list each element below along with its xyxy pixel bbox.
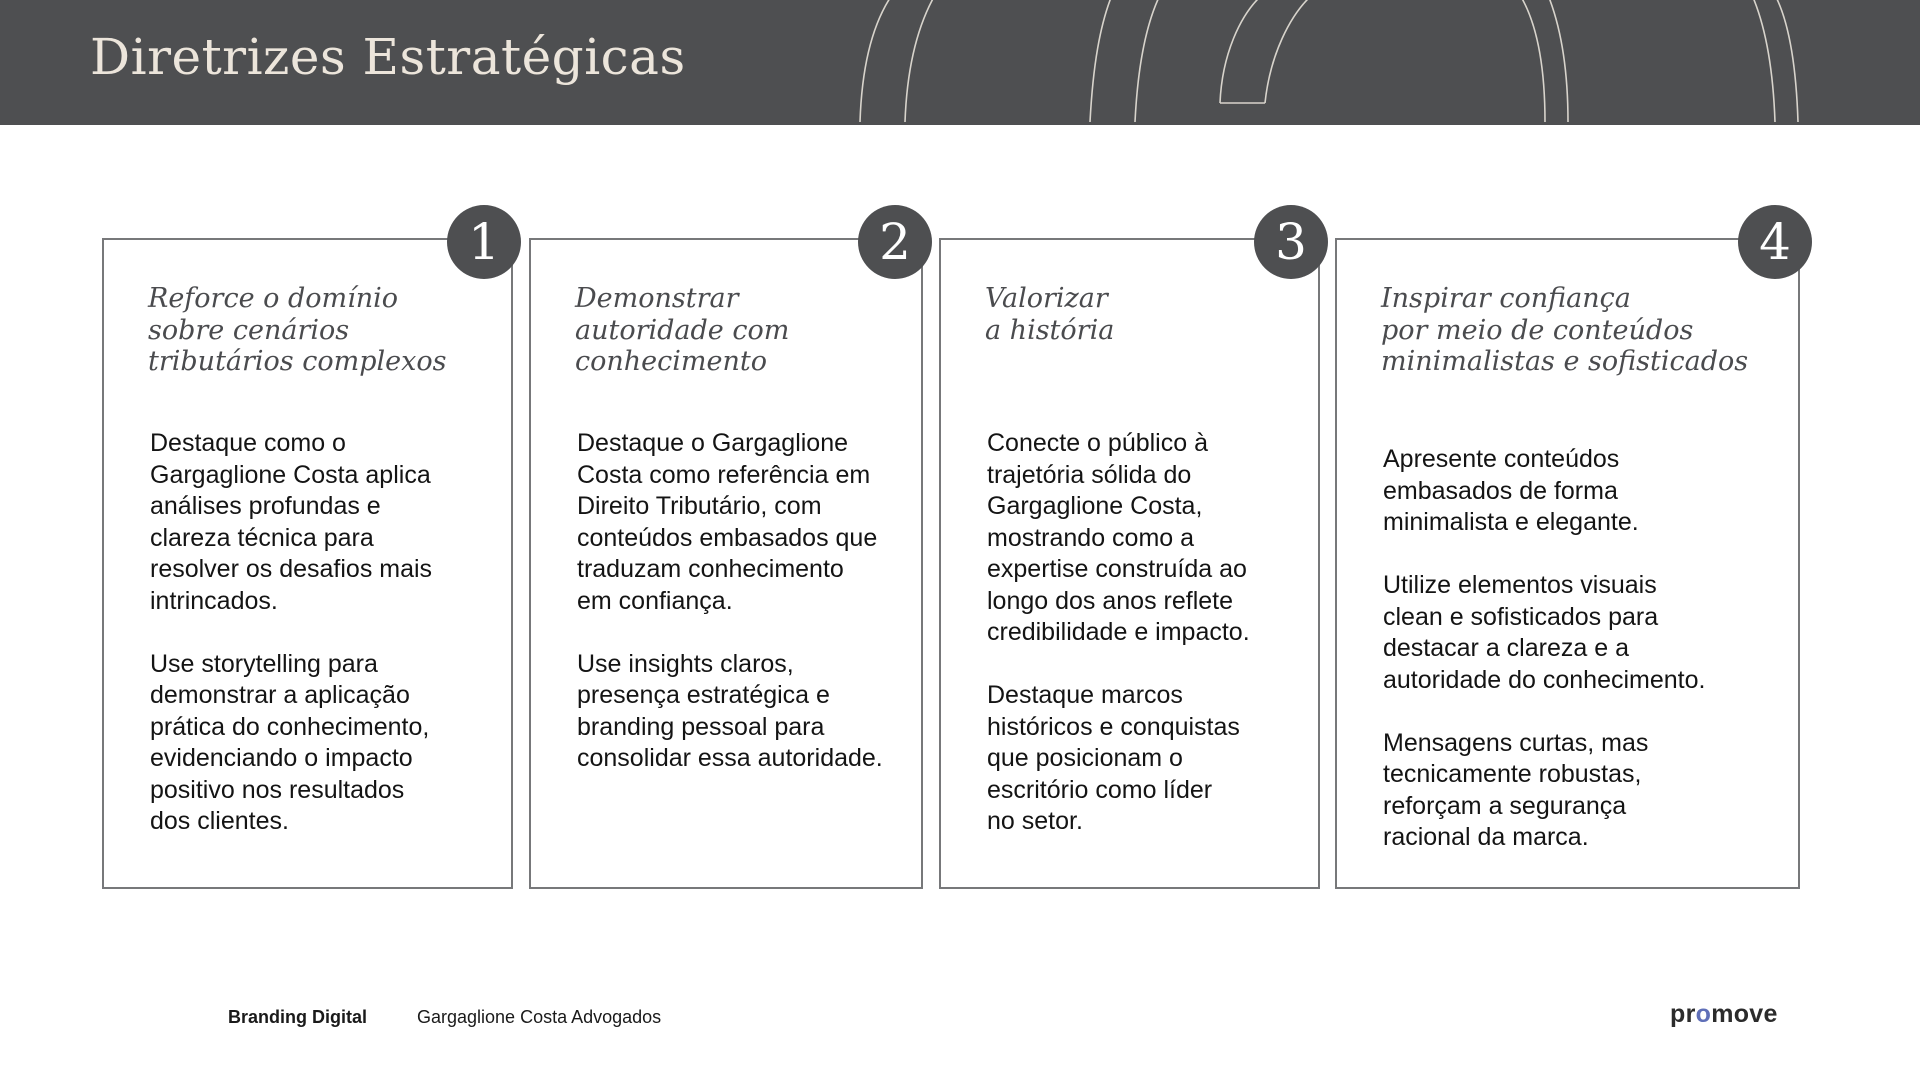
- card-body: [987, 428, 1298, 869]
- card-paragraph: Destaque o Gargaglione Costa como referência em Direito Tributário, com conteúdos embasados que traduzam conhecimento em confiança.: [577, 429, 878, 615]
- guideline-card-2: [529, 213, 923, 889]
- card-paragraph: Use insights claros, presença estratégica e branding pessoal para consolidar essa autoridade.: [577, 649, 883, 772]
- guideline-card-1: [102, 213, 513, 889]
- card-paragraph: Use storytelling para demonstrar a aplicação prática do conhecimento, evidenciando o impacto positivo nos resultados dos clientes.: [150, 649, 430, 835]
- header-bar: [0, 0, 1920, 125]
- card-body: [577, 428, 901, 806]
- card-title: Reforce o domínio sobre cenários tributários complexos: [148, 283, 447, 377]
- footer-client-name: Gargaglione Costa Advogados: [417, 1007, 662, 1027]
- card-body: [1383, 444, 1778, 885]
- page-title: Diretrizes Estratégicas: [90, 28, 686, 86]
- card-paragraph: Destaque como o Gargaglione Costa aplica análises profundas e clareza técnica para resolver os desafios mais intrincados.: [150, 429, 433, 615]
- card-title: Inspirar confiança por meio de conteúdos minimalistas e sofisticados: [1381, 283, 1749, 377]
- card-paragraph: Destaque marcos históricos e conquistas que posicionam o escritório como líder no setor.: [987, 681, 1240, 835]
- card-paragraph: Utilize elementos visuais clean e sofisticados para destacar a clareza e a autoridade do conhecimento.: [1383, 571, 1706, 694]
- card-title: Valorizar a história: [985, 283, 1115, 346]
- footer-section-label: Branding Digital: [228, 1007, 367, 1027]
- card-number-badge: 3: [1254, 205, 1328, 279]
- card-paragraph: Mensagens curtas, mas tecnicamente robustas, reforçam a segurança racional da marca.: [1383, 728, 1649, 851]
- card-paragraph: Conecte o público à trajetória sólida do Gargaglione Costa, mostrando como a expertise construída ao longo dos anos reflete credibilidade e impacto.: [987, 429, 1250, 646]
- card-number-badge: 2: [858, 205, 932, 279]
- card-body: [150, 428, 491, 869]
- card-number-badge: 1: [447, 205, 521, 279]
- guideline-card-4: [1335, 213, 1800, 889]
- card-title: Demonstrar autoridade com conhecimento: [575, 283, 790, 377]
- card-paragraph: Apresente conteúdos embasados de forma minimalista e elegante.: [1383, 445, 1639, 536]
- promove-logo: promove: [1670, 1000, 1778, 1028]
- card-number-badge: 4: [1738, 205, 1812, 279]
- guideline-card-3: [939, 213, 1320, 889]
